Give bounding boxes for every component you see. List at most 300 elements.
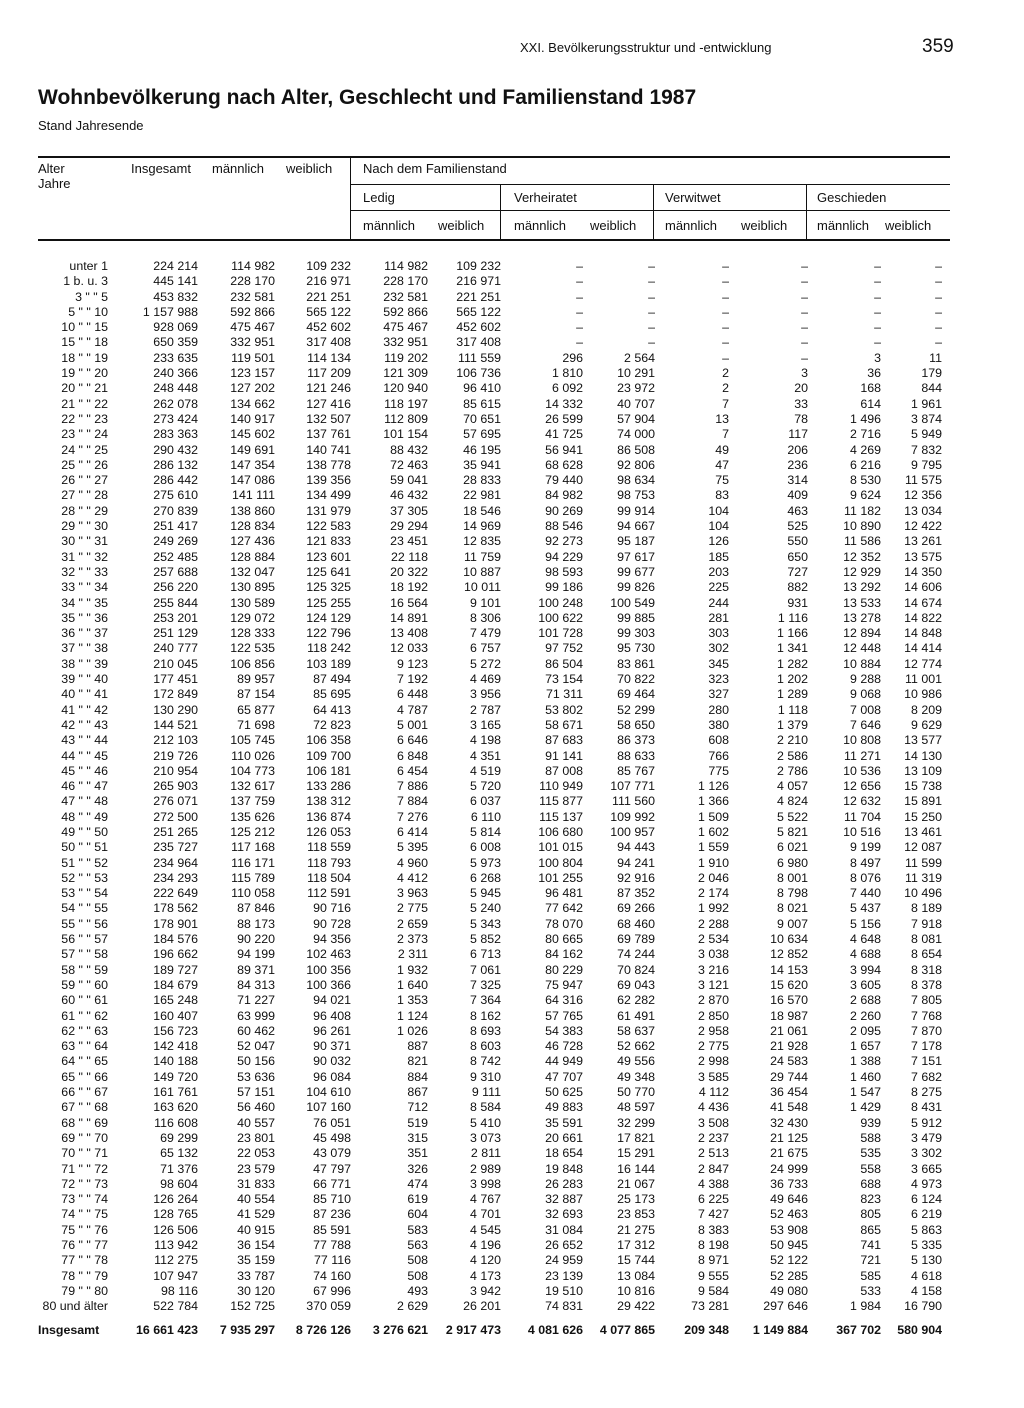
cell-widowed-female: 12 852 — [770, 947, 808, 962]
cell-single-female: 5 343 — [469, 916, 501, 931]
cell-total: 251 129 — [153, 626, 198, 641]
cell-male: 40 915 — [237, 1222, 275, 1237]
cell-age: 23 " " 24 — [61, 427, 108, 442]
cell-total: 212 103 — [153, 733, 198, 748]
cell-divorced-male: – — [874, 274, 881, 289]
table-row — [38, 1177, 942, 1192]
cell-widowed-male: – — [722, 259, 729, 273]
cell-married-male: 18 654 — [545, 1146, 583, 1161]
table-row — [38, 733, 942, 748]
cell-divorced-male: 10 884 — [843, 656, 881, 671]
cell-divorced-male: 1 657 — [849, 1039, 881, 1054]
cell-divorced-female: 10 986 — [904, 687, 942, 702]
cell-widowed-male: 3 216 — [697, 962, 729, 977]
cell-age: 69 " " 70 — [61, 1130, 108, 1145]
cell-age: 48 " " 49 — [61, 809, 108, 824]
cell-married-male: – — [576, 289, 583, 304]
cell-married-male: 101 728 — [538, 626, 583, 641]
cell-age: 54 " " 55 — [61, 901, 108, 916]
header-group-divorced: Geschieden — [817, 190, 887, 205]
cell-divorced-male: 5 437 — [849, 901, 881, 916]
cell-married-male: 100 804 — [538, 855, 583, 870]
cell-divorced-female: 14 848 — [904, 626, 942, 641]
cell-female: 76 051 — [313, 1115, 351, 1130]
cell-single-male: 7 276 — [396, 809, 428, 824]
cell-single-female: 6 008 — [469, 840, 501, 855]
cell-male: 56 460 — [237, 1100, 275, 1115]
cell-divorced-male: 4 688 — [849, 947, 881, 962]
cell-widowed-female: 314 — [787, 473, 808, 488]
cell-male: 23 579 — [237, 1161, 275, 1176]
cell-widowed-male: 1 602 — [697, 824, 729, 839]
cell-divorced-male: 588 — [860, 1130, 881, 1145]
cell-married-male: 106 680 — [538, 824, 583, 839]
cell-married-female: 98 753 — [617, 488, 655, 503]
cell-age: 41 " " 42 — [61, 702, 108, 717]
cell-married-male: 115 877 — [539, 794, 583, 809]
table-row — [38, 764, 942, 779]
cell-divorced-female: 7 768 — [910, 1008, 942, 1023]
cell-divorced-male: – — [874, 289, 881, 304]
table-row — [38, 1100, 942, 1115]
cell-divorced-male: 12 894 — [843, 626, 881, 641]
header-female: weiblich — [286, 161, 333, 176]
cell-married-male: 19 510 — [545, 1283, 583, 1298]
cell-married-female: 10 816 — [617, 1283, 655, 1298]
table-row — [38, 840, 942, 855]
cell-male: 40 557 — [237, 1115, 275, 1130]
cell-female: 67 996 — [313, 1283, 351, 1298]
cell-widowed-female: 52 463 — [770, 1207, 808, 1222]
cell-married-female: – — [648, 335, 655, 350]
cell-age: 53 " " 54 — [61, 886, 108, 901]
cell-widowed-female: 49 646 — [770, 1192, 808, 1207]
cell-divorced-female: – — [935, 304, 942, 319]
cell-widowed-female: 16 570 — [770, 993, 808, 1008]
subheader-rule — [350, 210, 950, 211]
cell-single-female: 8 584 — [469, 1100, 501, 1115]
cell-widowed-male: 2 237 — [697, 1130, 729, 1145]
cell-married-female: 52 662 — [617, 1039, 655, 1054]
cell-age: 19 " " 20 — [61, 366, 108, 381]
cell-female: 118 504 — [307, 870, 351, 885]
table-row — [38, 1238, 942, 1253]
cell-married-male: 35 591 — [545, 1115, 583, 1130]
cell-male: 140 917 — [230, 411, 275, 426]
cell-total: 234 964 — [153, 855, 198, 870]
cell-single-male: 4 787 — [396, 702, 428, 717]
cell-male: 132 047 — [230, 564, 275, 579]
cell-widowed-female: 550 — [787, 534, 808, 549]
cell-female: 100 356 — [306, 962, 351, 977]
cell-widowed-male: – — [722, 350, 729, 365]
table-row — [38, 427, 942, 442]
cell-widowed-female: – — [801, 335, 808, 350]
cell-divorced-male: 5 156 — [849, 916, 881, 931]
cell-married-female: 86 373 — [617, 733, 655, 748]
cell-widowed-male: 244 — [708, 595, 729, 610]
cell-widowed-male: – — [722, 335, 729, 350]
cell-total: 240 366 — [153, 366, 198, 381]
cell-age: 38 " " 39 — [61, 656, 108, 671]
cell-married-female: 100 549 — [610, 595, 655, 610]
cell-widowed-male: 1 366 — [697, 794, 729, 809]
cell-male: 135 626 — [230, 809, 275, 824]
table-row — [38, 351, 942, 366]
cell-widowed-male: 4 388 — [697, 1176, 729, 1191]
cell-widowed-female: 2 786 — [776, 763, 808, 778]
cell-total: 210 954 — [153, 763, 198, 778]
cell-female: 43 079 — [313, 1146, 351, 1161]
table-row — [38, 932, 942, 947]
cell-divorced-male: 12 632 — [843, 794, 881, 809]
cell-married-male: 94 229 — [545, 549, 583, 564]
cell-widowed-female: 36 454 — [770, 1085, 808, 1100]
cell-married-male: 26 283 — [545, 1176, 583, 1191]
cell-married-female: 23 972 — [617, 381, 655, 396]
cell-widowed-female: 24 583 — [770, 1054, 808, 1069]
cell-married-female: 97 617 — [617, 549, 655, 564]
cell-age: 52 " " 53 — [61, 870, 108, 885]
table-row — [38, 1207, 942, 1222]
cell-widowed-male: 7 427 — [697, 1207, 729, 1222]
cell-divorced-male: 533 — [860, 1283, 881, 1298]
cell-widowed-female: 236 — [787, 457, 808, 472]
cell-single-male: 72 463 — [390, 457, 428, 472]
cell-widowed-male: 1 509 — [697, 809, 729, 824]
cell-single-female: 6 757 — [469, 641, 501, 656]
cell-divorced-male: 3 — [874, 350, 881, 365]
cell-age: 15 " " 18 — [61, 335, 108, 350]
cell-male: 125 212 — [230, 824, 275, 839]
cell-age: 32 " " 33 — [61, 564, 108, 579]
cell-male: 128 333 — [230, 626, 275, 641]
cell-widowed-female: 14 153 — [770, 962, 808, 977]
cell-married-male: 54 383 — [545, 1023, 583, 1038]
cell-female: 125 325 — [306, 580, 351, 595]
cell-single-male: 46 432 — [390, 488, 428, 503]
cell-total: 240 777 — [153, 641, 198, 656]
cell-total: 165 248 — [153, 993, 198, 1008]
cell-age: 60 " " 61 — [61, 993, 108, 1008]
cell-divorced-male: 13 278 — [843, 610, 881, 625]
cell-male: 152 725 — [230, 1299, 275, 1314]
cell-married-male: 14 332 — [545, 396, 583, 411]
cell-married-female: 69 789 — [617, 932, 655, 947]
cell-married-male: 46 728 — [545, 1039, 583, 1054]
cell-widowed-female: 1 379 — [776, 717, 808, 732]
cell-male: 88 173 — [237, 916, 275, 931]
cell-female: 90 371 — [313, 1039, 351, 1054]
cell-male: 592 866 — [230, 304, 275, 319]
cell-male: 232 581 — [230, 289, 275, 304]
cell-widowed-male: 1 559 — [697, 840, 729, 855]
cell-divorced-male: 741 — [860, 1238, 881, 1252]
cell-male: 117 168 — [231, 840, 275, 855]
cell-male: 116 171 — [231, 855, 275, 870]
cell-widowed-female: 4 057 — [776, 779, 808, 794]
total-cell-widowed-female: 1 149 884 — [752, 1323, 808, 1338]
cell-single-female: 3 942 — [469, 1283, 501, 1298]
cell-male: 122 535 — [230, 641, 275, 656]
cell-married-male: 31 084 — [545, 1222, 583, 1237]
cell-widowed-female: – — [801, 289, 808, 304]
cell-married-female: 69 464 — [617, 687, 655, 702]
cell-widowed-male: 1 992 — [697, 901, 729, 916]
header-vertical-rule — [350, 158, 351, 239]
cell-divorced-male: 8 076 — [849, 870, 881, 885]
cell-total: 928 069 — [153, 320, 198, 335]
cell-married-female: 69 043 — [617, 977, 655, 992]
cell-widowed-female: – — [801, 304, 808, 319]
cell-single-female: 111 559 — [458, 350, 501, 365]
cell-single-female: 2 787 — [469, 702, 501, 717]
cell-female: 90 728 — [313, 916, 351, 931]
table-row — [38, 825, 942, 840]
table-row — [38, 580, 942, 595]
cell-married-male: 75 947 — [545, 977, 583, 992]
cell-married-female: 94 443 — [617, 840, 655, 855]
header-age-line1: Alter — [38, 161, 65, 176]
cell-married-female: 88 633 — [617, 748, 655, 763]
cell-widowed-female: 10 634 — [770, 932, 808, 947]
cell-married-female: 21 275 — [617, 1222, 655, 1237]
cell-single-male: 2 629 — [396, 1299, 428, 1314]
table-row — [38, 810, 942, 825]
cell-male: 87 154 — [237, 687, 275, 702]
cell-male: 41 529 — [237, 1207, 275, 1222]
cell-single-female: 4 767 — [469, 1192, 501, 1207]
cell-widowed-male: – — [722, 289, 729, 304]
cell-widowed-male: 766 — [708, 748, 729, 763]
cell-male: 128 834 — [230, 519, 275, 534]
cell-female: 107 160 — [306, 1100, 351, 1115]
cell-age: 71 " " 72 — [61, 1161, 108, 1176]
table-row — [38, 672, 942, 687]
cell-married-male: 115 137 — [539, 809, 583, 824]
table-row — [38, 703, 942, 718]
cell-married-female: 95 730 — [617, 641, 655, 656]
cell-male: 57 151 — [237, 1085, 275, 1100]
cell-divorced-male: 3 605 — [849, 977, 881, 992]
cell-divorced-female: 7 178 — [910, 1039, 942, 1054]
cell-divorced-female: 6 124 — [910, 1192, 942, 1207]
cell-married-male: 90 269 — [545, 503, 583, 518]
cell-male: 127 202 — [230, 381, 275, 396]
cell-total: 196 662 — [153, 947, 198, 962]
cell-divorced-male: 11 704 — [844, 809, 881, 824]
cell-divorced-female: 8 318 — [910, 962, 942, 977]
cell-total: 149 720 — [153, 1069, 198, 1084]
cell-single-male: 867 — [407, 1085, 428, 1100]
cell-single-male: 4 960 — [396, 855, 428, 870]
cell-divorced-male: – — [874, 320, 881, 335]
cell-widowed-female: 1 116 — [777, 610, 808, 625]
cell-widowed-female: 525 — [787, 519, 808, 534]
cell-female: 102 463 — [306, 947, 351, 962]
cell-total: 161 761 — [153, 1085, 198, 1100]
cell-single-male: 887 — [407, 1039, 428, 1054]
cell-male: 132 617 — [230, 779, 275, 794]
cell-single-male: 4 412 — [396, 870, 428, 885]
header-sub-married-male: männlich — [514, 218, 567, 233]
cell-female: 118 242 — [307, 641, 351, 656]
cell-total: 112 275 — [154, 1253, 198, 1268]
cell-widowed-female: 5 522 — [776, 809, 808, 824]
cell-married-female: 99 677 — [617, 564, 655, 579]
cell-widowed-male: 2 775 — [697, 1039, 729, 1054]
cell-single-male: 519 — [407, 1115, 428, 1130]
cell-age: 73 " " 74 — [61, 1192, 108, 1207]
cell-divorced-male: 11 586 — [844, 534, 881, 549]
cell-total: 270 839 — [153, 503, 198, 518]
cell-widowed-female: 3 — [801, 366, 808, 381]
cell-total: 178 562 — [153, 901, 198, 916]
cell-divorced-male: 1 429 — [849, 1100, 881, 1115]
cell-female: 45 498 — [313, 1130, 351, 1145]
cell-single-female: 9 101 — [469, 595, 501, 610]
cell-female: 117 209 — [307, 366, 351, 381]
cell-female: 109 700 — [306, 748, 351, 763]
cell-married-male: 50 625 — [545, 1085, 583, 1100]
cell-total: 178 901 — [153, 916, 198, 931]
cell-widowed-female: – — [801, 320, 808, 335]
total-cell-single-female: 2 917 473 — [445, 1323, 501, 1338]
cell-age: 59 " " 60 — [61, 977, 108, 992]
cell-married-male: 32 693 — [545, 1207, 583, 1222]
cell-widowed-female: 463 — [787, 503, 808, 518]
cell-married-female: 40 707 — [617, 396, 655, 411]
cell-divorced-male: 8 497 — [849, 855, 881, 870]
cell-widowed-female: 9 007 — [776, 916, 808, 931]
cell-widowed-female: 1 341 — [776, 641, 808, 656]
cell-divorced-male: 558 — [860, 1161, 881, 1176]
cell-age: 45 " " 46 — [61, 763, 108, 778]
cell-widowed-female: – — [801, 274, 808, 289]
cell-single-male: 2 373 — [396, 932, 428, 947]
cell-divorced-female: 5 863 — [910, 1222, 942, 1237]
cell-female: 139 356 — [306, 473, 351, 488]
cell-divorced-male: 865 — [860, 1222, 881, 1237]
cell-male: 119 501 — [231, 350, 275, 365]
cell-divorced-female: 12 356 — [904, 488, 942, 503]
table-row — [38, 963, 942, 978]
cell-divorced-male: 1 984 — [849, 1299, 881, 1314]
cell-married-male: 87 008 — [545, 763, 583, 778]
cell-total: 249 269 — [153, 534, 198, 549]
table-row — [38, 1146, 942, 1161]
cell-divorced-female: 5 949 — [910, 427, 942, 442]
cell-widowed-male: 4 112 — [698, 1085, 729, 1100]
cell-widowed-male: 2 870 — [697, 993, 729, 1008]
cell-divorced-female: 15 250 — [904, 809, 942, 824]
cell-widowed-male: 75 — [715, 473, 729, 488]
cell-single-male: 2 311 — [397, 947, 428, 962]
cell-divorced-male: 688 — [860, 1176, 881, 1191]
cell-single-female: 3 165 — [469, 717, 501, 732]
cell-female: 85 695 — [313, 687, 351, 702]
cell-widowed-male: 380 — [708, 717, 729, 732]
cell-single-female: 4 173 — [469, 1268, 501, 1283]
cell-female: 90 716 — [313, 901, 351, 916]
cell-widowed-female: 20 — [794, 381, 808, 396]
cell-married-female: 100 957 — [610, 824, 655, 839]
cell-age: 75 " " 76 — [61, 1222, 108, 1237]
cell-widowed-female: 18 987 — [770, 1008, 808, 1023]
table-row — [38, 611, 942, 626]
cell-widowed-female: 21 928 — [770, 1039, 808, 1054]
cell-widowed-female: 21 675 — [770, 1146, 808, 1161]
cell-divorced-female: 14 350 — [904, 564, 942, 579]
cell-female: 77 788 — [313, 1238, 351, 1252]
cell-total: 163 620 — [153, 1100, 198, 1115]
header-sub-widowed-male: männlich — [665, 218, 718, 233]
cell-widowed-male: 83 — [715, 488, 729, 503]
table-row — [38, 687, 942, 702]
cell-divorced-male: – — [874, 259, 881, 273]
cell-age: 3 " " 5 — [75, 289, 108, 304]
cell-single-female: 57 695 — [463, 427, 501, 442]
cell-single-male: 101 154 — [383, 427, 428, 442]
cell-single-female: 4 469 — [469, 672, 501, 687]
cell-single-female: 6 268 — [469, 870, 501, 885]
cell-divorced-female: – — [935, 335, 942, 350]
cell-single-male: 563 — [407, 1238, 428, 1252]
cell-widowed-male: 7 — [722, 427, 729, 442]
cell-divorced-female: 9 629 — [910, 717, 942, 732]
cell-married-female: 99 885 — [617, 610, 655, 625]
cell-widowed-male: 4 436 — [697, 1100, 729, 1115]
cell-age: 77 " " 78 — [61, 1253, 108, 1268]
cell-male: 22 053 — [237, 1146, 275, 1161]
cell-age: 31 " " 32 — [61, 549, 108, 564]
cell-total: 224 214 — [153, 259, 198, 273]
cell-age: 74 " " 75 — [61, 1207, 108, 1222]
cell-total: 234 293 — [153, 870, 198, 885]
cell-divorced-female: 4 618 — [910, 1268, 942, 1283]
cell-divorced-female: 16 790 — [904, 1299, 942, 1314]
cell-total: 126 506 — [153, 1222, 198, 1237]
cell-divorced-female: 7 151 — [910, 1054, 942, 1069]
cell-divorced-female: 8 275 — [910, 1085, 942, 1100]
table-row — [38, 488, 942, 503]
cell-total: 233 635 — [153, 350, 198, 365]
cell-married-female: 74 244 — [617, 947, 655, 962]
cell-female: 121 833 — [306, 534, 351, 549]
cell-divorced-female: 13 461 — [904, 824, 942, 839]
total-cell-divorced-male: 367 702 — [836, 1323, 881, 1338]
cell-male: 94 199 — [237, 947, 275, 962]
cell-married-male: 73 154 — [545, 672, 583, 687]
cell-divorced-male: 9 068 — [849, 687, 881, 702]
cell-single-female: 106 736 — [456, 366, 501, 381]
cell-single-male: 3 963 — [396, 886, 428, 901]
cell-married-male: – — [576, 259, 583, 273]
cell-age: 47 " " 48 — [61, 794, 108, 809]
cell-female: 137 761 — [306, 427, 351, 442]
cell-widowed-female: 297 646 — [763, 1299, 808, 1314]
cell-female: 87 236 — [313, 1207, 351, 1222]
cell-divorced-male: 12 352 — [843, 549, 881, 564]
cell-total: 184 576 — [153, 932, 198, 947]
cell-single-male: 37 305 — [390, 503, 428, 518]
cell-male: 52 047 — [237, 1039, 275, 1054]
cell-widowed-female: 8 798 — [776, 886, 808, 901]
cell-age: 33 " " 34 — [61, 580, 108, 595]
cell-divorced-female: 7 682 — [910, 1069, 942, 1084]
cell-age: 50 " " 51 — [61, 840, 108, 855]
cell-male: 332 951 — [230, 335, 275, 350]
